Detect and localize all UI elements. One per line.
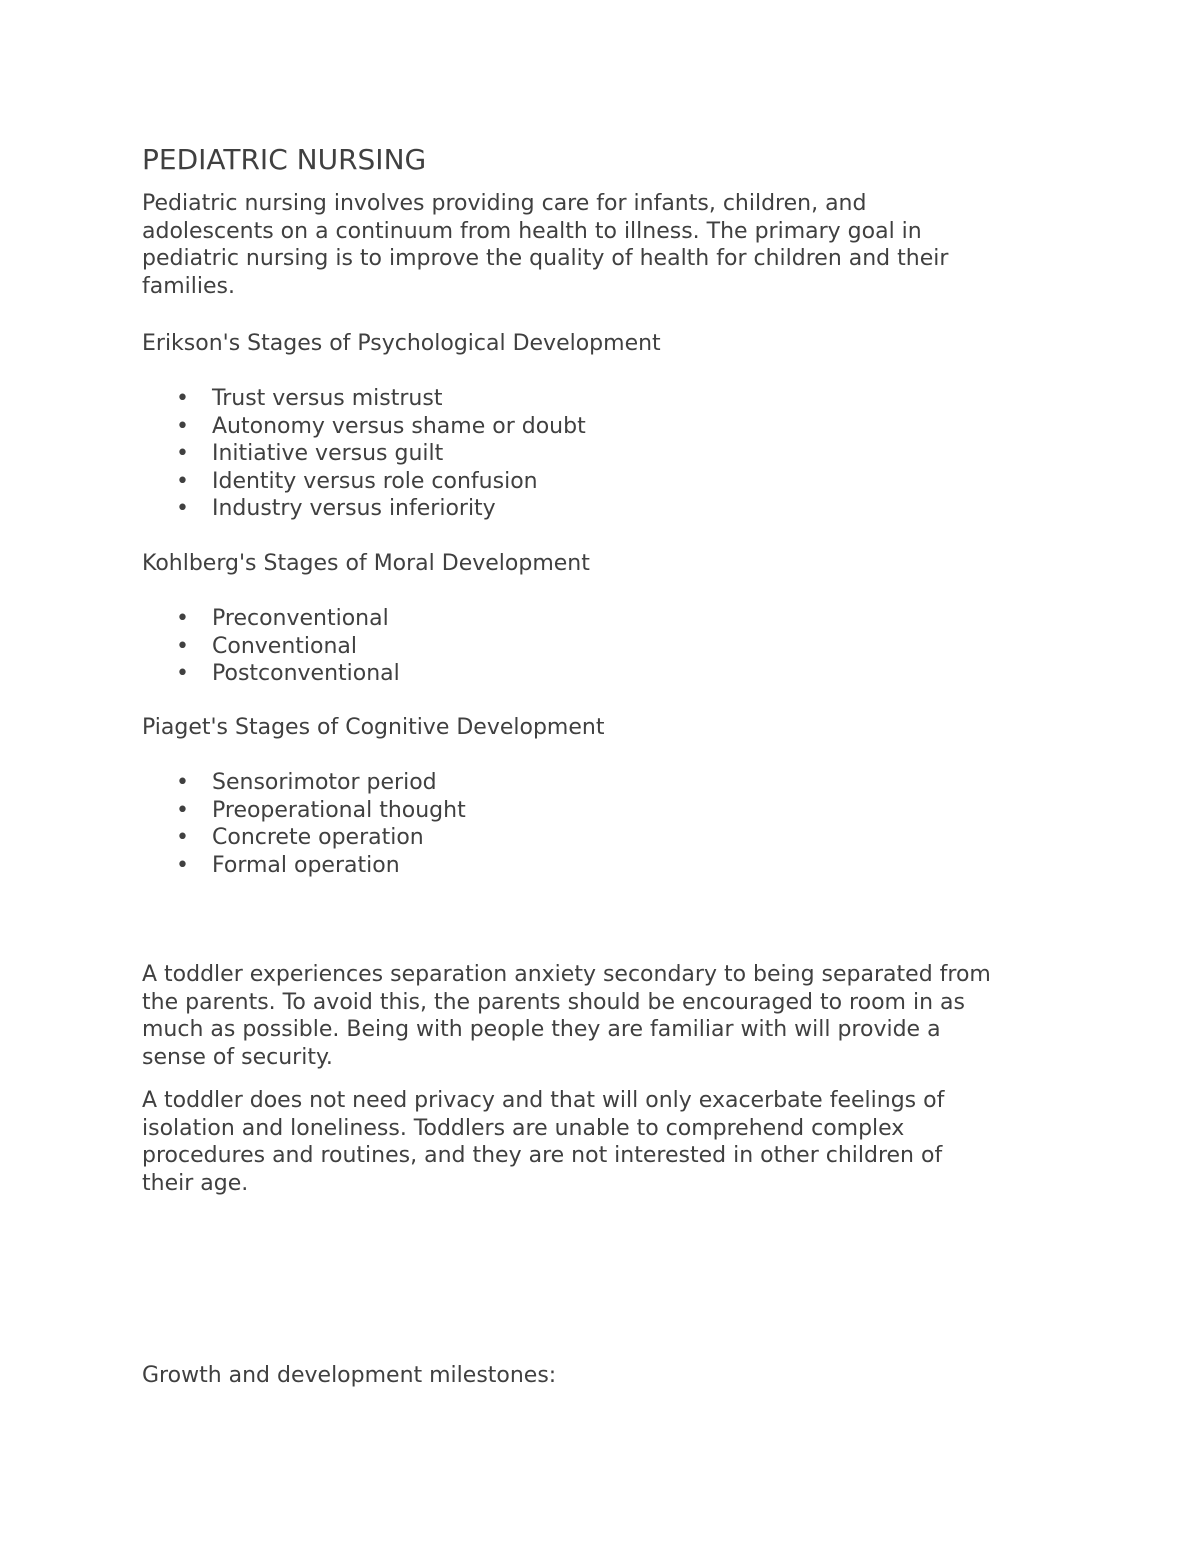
bullet-icon: •: [176, 797, 189, 823]
intro-line: families.: [142, 273, 235, 299]
paragraph-line: A toddler experiences separation anxiety secondary to being separated from: [142, 962, 991, 987]
kohlberg-list: [142, 605, 400, 688]
intro-line: pediatric nursing is to improve the quality of health for children and their: [142, 246, 949, 271]
list-item-label: Identity versus role confusion: [212, 468, 538, 494]
list-item: [142, 633, 400, 661]
bullet-icon: •: [176, 633, 189, 659]
intro-line: adolescents on a continuum from health to illness. The primary goal in: [142, 218, 922, 244]
list-item: [142, 824, 466, 852]
intro-line: Pediatric nursing involves providing care for infants, children, and: [142, 191, 867, 216]
milestones-heading: Growth and development milestones:: [142, 1363, 557, 1388]
list-item-label: Preoperational thought: [212, 797, 466, 823]
list-item-label: Industry versus inferiority: [212, 496, 496, 521]
paragraph-line: sense of security.: [142, 1044, 333, 1070]
list-item: [142, 468, 586, 496]
list-item-label: Conventional: [212, 633, 357, 659]
separation-anxiety-paragraph: [142, 961, 1062, 1071]
list-item-label: Postconventional: [212, 661, 400, 686]
piaget-heading: Piaget's Stages of Cognitive Development: [142, 715, 605, 740]
bullet-icon: •: [176, 661, 189, 686]
paragraph-line: the parents. To avoid this, the parents should be encouraged to room in as: [142, 989, 965, 1015]
list-item: [142, 385, 586, 413]
bullet-icon: •: [176, 852, 189, 878]
list-item-label: Formal operation: [212, 852, 400, 878]
bullet-icon: •: [176, 386, 189, 411]
paragraph-line: isolation and loneliness. Toddlers are unable to comprehend complex: [142, 1115, 905, 1141]
list-item: [142, 769, 466, 797]
list-item-label: Preconventional: [212, 606, 389, 631]
bullet-icon: •: [176, 770, 189, 795]
list-item-label: Initiative versus guilt: [212, 441, 444, 466]
bullet-icon: •: [176, 468, 189, 494]
list-item: [142, 797, 466, 825]
list-item: [142, 605, 400, 633]
list-item-label: Trust versus mistrust: [212, 386, 443, 411]
list-item: [142, 852, 466, 880]
erikson-heading: Erikson's Stages of Psychological Development: [142, 331, 661, 356]
list-item: [142, 413, 586, 441]
paragraph-line: procedures and routines, and they are not interested in other children of: [142, 1143, 943, 1168]
bullet-icon: •: [176, 496, 189, 521]
kohlberg-heading: Kohlberg's Stages of Moral Development: [142, 551, 590, 576]
document-title: PEDIATRIC NURSING: [142, 143, 427, 176]
bullet-icon: •: [176, 413, 189, 439]
paragraph-line: much as possible. Being with people they are familiar with will provide a: [142, 1017, 941, 1042]
bullet-icon: •: [176, 606, 189, 631]
list-item-label: Concrete operation: [212, 825, 424, 850]
list-item-label: Sensorimotor period: [212, 770, 437, 795]
list-item: [142, 495, 586, 523]
piaget-list: [142, 769, 466, 879]
intro-paragraph: [142, 190, 1062, 300]
bullet-icon: •: [176, 441, 189, 466]
list-item: [142, 440, 586, 468]
list-item: [142, 660, 400, 688]
toddler-privacy-paragraph: [142, 1087, 1062, 1197]
paragraph-line: A toddler does not need privacy and that will only exacerbate feelings of: [142, 1088, 945, 1113]
bullet-icon: •: [176, 825, 189, 850]
erikson-list: [142, 385, 586, 523]
list-item-label: Autonomy versus shame or doubt: [212, 413, 586, 439]
paragraph-line: their age.: [142, 1170, 249, 1196]
